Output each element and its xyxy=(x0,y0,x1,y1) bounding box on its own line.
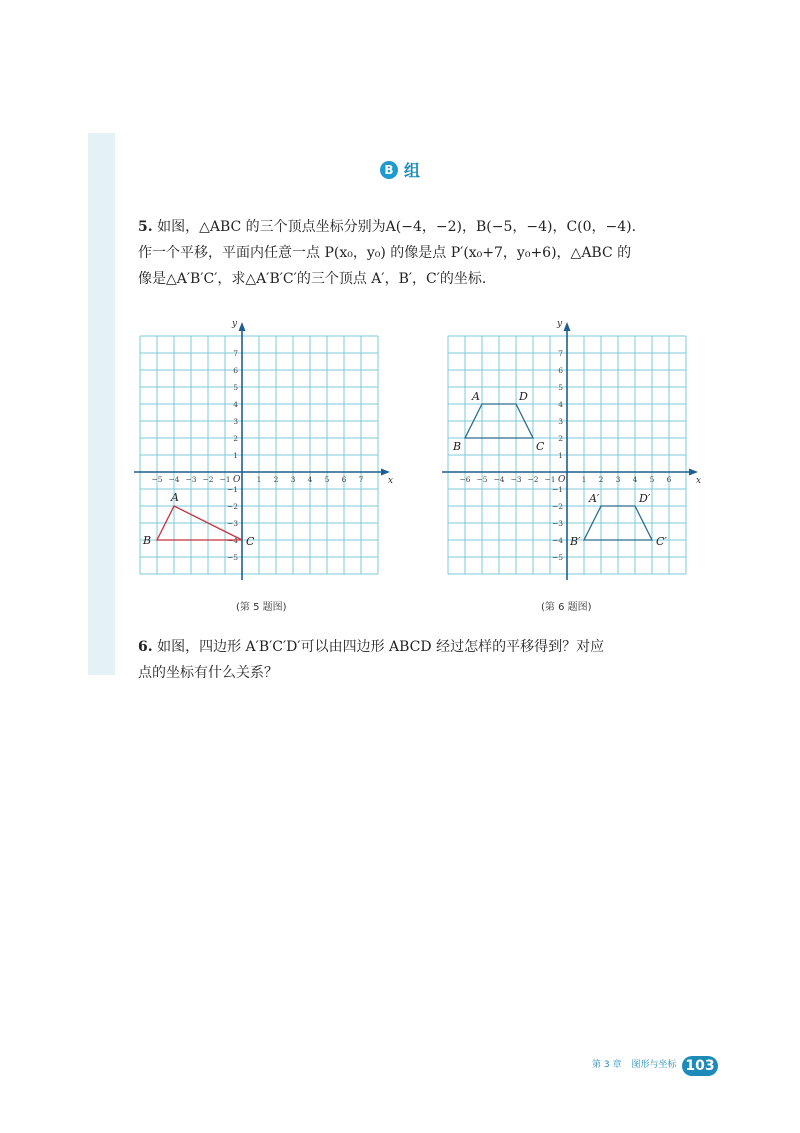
problem-6-line-1 xyxy=(138,634,706,660)
fig5-x-axis-label: x xyxy=(388,476,394,486)
fig5-y-tick-label: 4 xyxy=(233,400,238,409)
fig5-x-tick-label: 4 xyxy=(307,475,313,484)
fig6-x-tick-label: 2 xyxy=(598,475,604,484)
fig5-x-tick-label: −3 xyxy=(185,475,197,484)
fig5-y-tick-label: 5 xyxy=(233,383,238,392)
fig5-y-tick-label: −1 xyxy=(226,485,238,494)
problem-5-line-2: 作一个平移，平面内任意一点 P(x₀，y₀) 的像是点 P′(x₀+7，y₀+6)，△ABC 的 xyxy=(138,245,632,261)
fig5-x-tick-label: 3 xyxy=(290,475,296,484)
fig5-y-tick-label: 1 xyxy=(233,451,238,460)
fig6-point-label-c: C xyxy=(536,440,545,453)
fig6-y-tick-label: −5 xyxy=(551,553,563,562)
fig6-y-tick-label: −1 xyxy=(551,485,563,494)
fig6-point-label-c-prime: C′ xyxy=(656,535,667,548)
figure-5-coordinate-plane xyxy=(128,312,396,596)
fig5-y-axis-arrow xyxy=(239,322,246,331)
fig5-point-label-b: B xyxy=(143,534,152,547)
fig6-point-label-d: D xyxy=(519,390,528,403)
problem-6-line-2: 点的坐标有什么关系？ xyxy=(138,665,278,681)
fig6-y-tick-label: 4 xyxy=(558,400,563,409)
fig5-x-tick-label: 7 xyxy=(358,475,364,484)
fig6-y-tick-label: 1 xyxy=(558,451,563,460)
fig6-point-label-b: B xyxy=(453,440,462,453)
fig6-y-tick-label: −3 xyxy=(551,519,563,528)
fig5-x-tick-label: 5 xyxy=(324,475,330,484)
group-label: 组 xyxy=(403,161,420,180)
fig6-y-tick-label: 5 xyxy=(558,383,563,392)
fig6-y-tick-label: 6 xyxy=(558,366,563,375)
fig5-y-axis-label: y xyxy=(232,319,238,329)
fig5-origin-label: O xyxy=(233,475,241,485)
fig6-x-tick-label: 3 xyxy=(615,475,621,484)
fig5-point-label-a: A xyxy=(171,491,179,504)
page-number: 103 xyxy=(682,1056,718,1076)
problem-5-line-3: 像是△A′B′C′，求△A′B′C′的三个顶点 A′，B′，C′的坐标. xyxy=(138,271,487,287)
fig5-point-label-c: C xyxy=(246,535,255,548)
figure-6-svg xyxy=(436,312,704,592)
fig6-point-label-d-prime: D′ xyxy=(639,492,651,505)
fig6-point-label-a-prime: A′ xyxy=(589,492,600,505)
fig6-x-tick-label: −6 xyxy=(459,475,471,484)
fig5-x-tick-label: −4 xyxy=(168,475,180,484)
fig5-y-tick-label: 7 xyxy=(233,349,238,358)
fig5-y-tick-label: −4 xyxy=(226,536,238,545)
fig6-y-tick-label: −2 xyxy=(551,502,563,511)
fig5-y-tick-label: 3 xyxy=(233,417,238,426)
fig6-x-tick-label: 1 xyxy=(581,475,587,484)
problem-6 xyxy=(138,634,706,686)
fig6-x-tick-label: 4 xyxy=(632,475,638,484)
fig6-y-axis-arrow xyxy=(564,322,571,331)
fig6-x-tick-label: −4 xyxy=(493,475,505,484)
figure-6-coordinate-plane xyxy=(436,312,704,596)
fig5-y-tick-label: −5 xyxy=(226,553,238,562)
figure-6-caption: (第 6 题图) xyxy=(541,602,592,613)
problem-5 xyxy=(138,214,706,292)
fig5-x-tick-label: −2 xyxy=(202,475,214,484)
fig6-x-axis-arrow xyxy=(689,469,698,476)
problem-5-text-1: 如图，△ABC 的三个顶点坐标分别为A(−4，−2)，B(−5，−4)，C(0，−4). xyxy=(157,219,637,235)
group-heading xyxy=(0,158,800,181)
fig6-x-tick-label: −2 xyxy=(527,475,539,484)
fig6-origin-label: O xyxy=(558,475,566,485)
fig6-y-tick-label: 7 xyxy=(558,349,563,358)
fig5-x-tick-label: 1 xyxy=(256,475,262,484)
problem-6-text-1: 如图，四边形 A′B′C′D′可以由四边形 ABCD 经过怎样的平移得到？对应 xyxy=(157,639,605,655)
footer-title: 图形与坐标 xyxy=(631,1060,677,1070)
fig5-x-tick-label: −5 xyxy=(151,475,163,484)
figure-5-caption: (第 5 题图) xyxy=(236,602,287,613)
figure-5-svg xyxy=(128,312,396,592)
problem-6-number: 6. xyxy=(138,639,153,655)
fig5-x-tick-label: −1 xyxy=(219,475,231,484)
group-badge: B xyxy=(380,161,398,179)
footer-chapter: 第 3 章 xyxy=(592,1060,622,1070)
fig6-x-tick-label: −1 xyxy=(544,475,556,484)
fig6-x-axis-label: x xyxy=(696,476,702,486)
fig5-y-tick-label: −2 xyxy=(226,502,238,511)
fig6-y-tick-label: 2 xyxy=(558,434,563,443)
page-footer xyxy=(592,1057,676,1070)
fig5-x-tick-label: 6 xyxy=(341,475,347,484)
fig6-y-axis-label: y xyxy=(557,319,563,329)
problem-5-line-1 xyxy=(138,214,706,240)
sidebar-band xyxy=(88,133,115,675)
fig6-x-tick-label: 6 xyxy=(666,475,672,484)
fig5-y-tick-label: 2 xyxy=(233,434,238,443)
fig6-point-label-a: A xyxy=(472,390,480,403)
fig6-y-tick-label: 3 xyxy=(558,417,563,426)
problem-5-number: 5. xyxy=(138,219,153,235)
fig6-point-label-b-prime: B′ xyxy=(570,535,581,548)
fig6-x-tick-label: −3 xyxy=(510,475,522,484)
fig5-x-tick-label: 2 xyxy=(273,475,279,484)
fig6-x-tick-label: 5 xyxy=(649,475,655,484)
fig5-x-axis-arrow xyxy=(381,469,390,476)
fig5-y-tick-label: −3 xyxy=(226,519,238,528)
fig6-y-tick-label: −4 xyxy=(551,536,563,545)
fig5-y-tick-label: 6 xyxy=(233,366,238,375)
fig6-x-tick-label: −5 xyxy=(476,475,488,484)
